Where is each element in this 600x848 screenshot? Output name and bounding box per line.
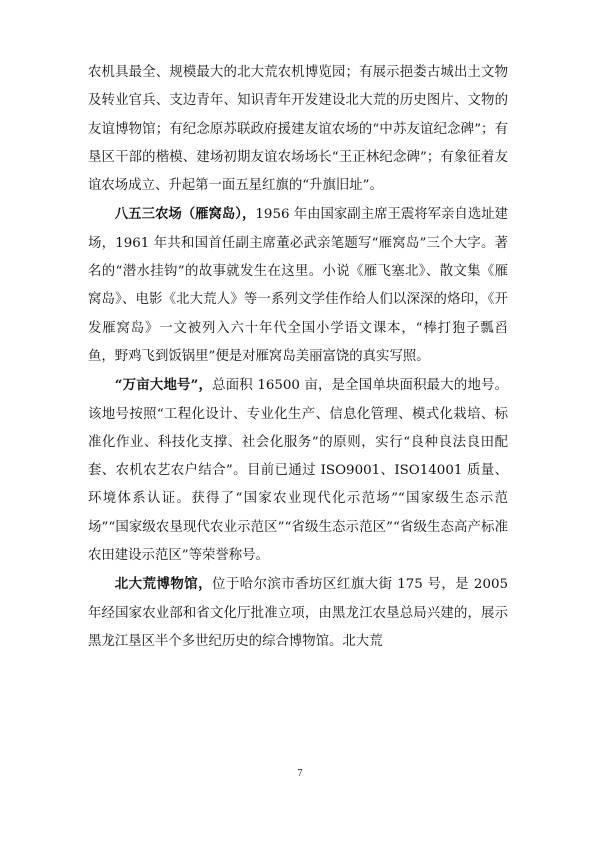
paragraph-2-body: 1956 年由国家副主席王震将军亲自选址建场，1961 年共和国首任副主席董必武亲笔题写“雁窝岛”三个大字。著名的“潜水挂钩”的故事就发生在这里。小说《雁飞塞北》、散文集《雁窝岛》、电影《北大荒人》等一系列文学佳作给人们以深深的烙印，《开发雁窝岛》一文被列入六十年代全国小学语文课本，“棒打狍子瓢舀鱼，野鸡飞到饭锅里”便是对雁窝岛美丽富饶的真实写照。 (88, 207, 508, 364)
paragraph-1-body: 农机具最全、规模最大的北大荒农机博览园；有展示挹娄古城出土文物及转业官兵、支边青年、知识青年开发建设北大荒的历史图片、文物的友谊博物馆；有纪念原苏联政府援建友谊农场的“中苏友谊纪念碑”；有垦区干部的楷模、建场初期友谊农场场长“王正林纪念碑”；有象征着友谊农场成立、升起第一面五星红旗的“升旗旧址”。 (88, 65, 508, 194)
paragraph-2 (88, 200, 508, 371)
paragraph-1 (88, 58, 508, 200)
paragraph-2-lead: 八五三农场（雁窝岛）， (114, 206, 256, 223)
paragraph-3-body: 总面积 16500 亩，是全国单块面积最大的地号。该地号按照“工程化设计、专业化生产、信息化管理、模式化栽培、标准化作业、科技化支撑、社会化服务”的原则，实行“良种良法良田配套、农机农艺农户结合”。目前已通过 ISO9001、ISO14001 质量、环境体系认证。获得了“国家农业现代化示范场”“国家级生态示范场”“国家级农垦现代农业示范区”“省级生态示范区”“省级生态高产标准农田建设示范区”等荣誉称号。 (88, 378, 509, 564)
body-text (88, 58, 508, 656)
paragraph-4 (88, 570, 508, 656)
page-number: 7 (297, 768, 303, 779)
paragraph-4-lead: 北大荒博物馆， (114, 576, 212, 593)
paragraph-3 (88, 371, 508, 570)
paragraph-4-body: 位于哈尔滨市香坊区红旗大街 175 号，是 2005 年经国家农业部和省文化厅批准立项，由黑龙江农垦总局兴建的，展示黑龙江垦区半个多世纪历史的综合博物馆。北大荒 (88, 577, 509, 649)
paragraph-3-lead: “万亩大地号”， (114, 377, 213, 394)
